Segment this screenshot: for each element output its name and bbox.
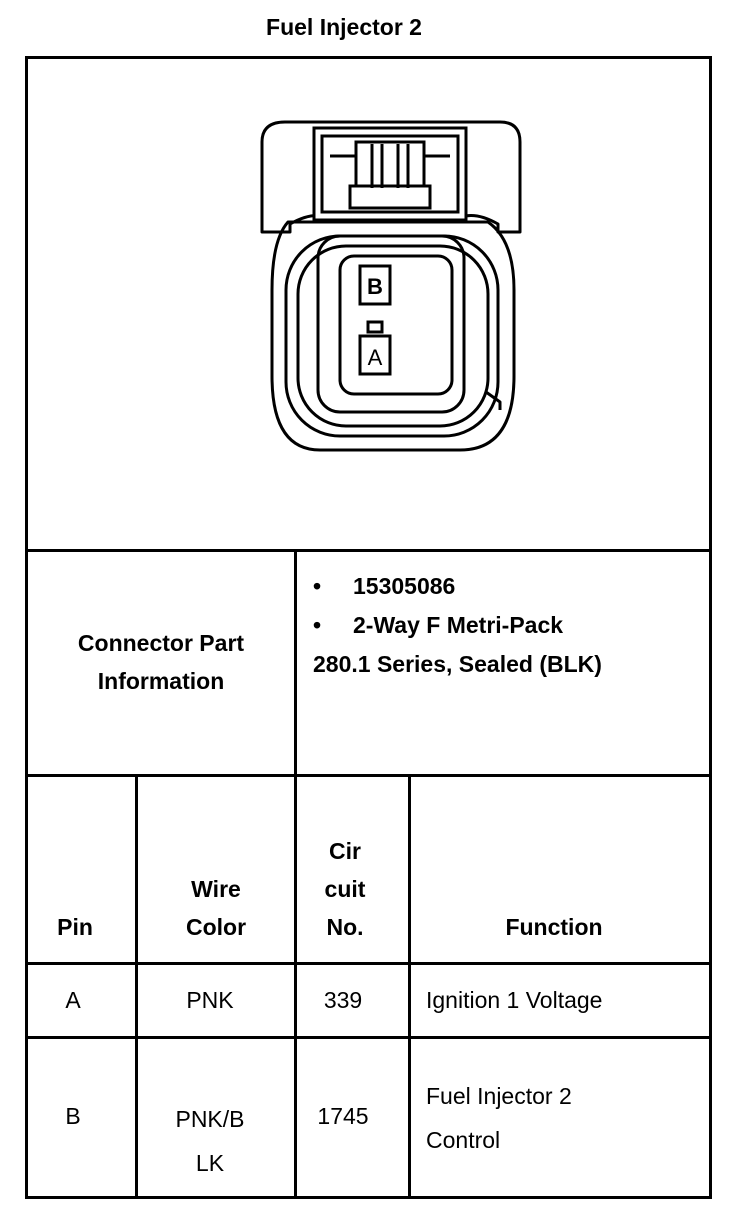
part-number: 15305086	[353, 573, 456, 599]
page-title: Fuel Injector 2	[266, 14, 422, 40]
table-row-b-function: Fuel Injector 2 Control	[426, 1083, 572, 1153]
connector-series: 280.1 Series, Sealed (BLK)	[313, 651, 602, 677]
header-wire-color: Wire Color	[185, 876, 247, 940]
table-row-b-circuit: 1745	[317, 1103, 369, 1129]
table-row-a-function: Ignition 1 Voltage	[426, 987, 603, 1013]
part-info-divider	[25, 774, 712, 777]
part-info-label	[28, 624, 294, 700]
part-number-item	[313, 567, 703, 606]
part-info-label-line2: Information	[97, 668, 225, 694]
row-divider	[25, 1036, 712, 1039]
connector-type: 2-Way F Metri-Pack	[353, 612, 564, 638]
latch-bar	[350, 186, 430, 208]
frame-top-border	[25, 56, 712, 59]
header-circuit-no: Cir cuit No.	[324, 838, 366, 940]
table-row-b-pin: B	[65, 1103, 81, 1129]
bullet-icon: •	[313, 573, 322, 599]
table-row-b-wire-color: PNK/B LK	[175, 1106, 245, 1176]
header-divider	[25, 962, 712, 965]
part-info-label-line1: Connector Part	[77, 630, 245, 656]
latch-tab	[356, 142, 424, 190]
connector-inner-ring	[298, 246, 488, 426]
diagram-divider	[25, 549, 712, 552]
frame-bottom-border	[25, 1196, 712, 1199]
table-row-a-wire-color: PNK	[186, 987, 234, 1013]
pin-key	[368, 322, 382, 332]
header-pin: Pin	[57, 914, 93, 940]
function-column-divider	[408, 774, 411, 1199]
pin-a-label: A	[367, 345, 383, 370]
bullet-icon: •	[313, 612, 322, 638]
table-row-a-pin: A	[65, 987, 81, 1013]
frame-right-border	[709, 56, 712, 1199]
pin-b-label: B	[367, 274, 383, 299]
part-info-details	[313, 567, 703, 684]
connector-pin-insert	[340, 256, 452, 394]
table-row-a-circuit: 339	[323, 987, 363, 1013]
connector-type-item	[313, 606, 703, 645]
header-function: Function	[505, 914, 603, 940]
connector-face-diagram	[258, 116, 528, 461]
